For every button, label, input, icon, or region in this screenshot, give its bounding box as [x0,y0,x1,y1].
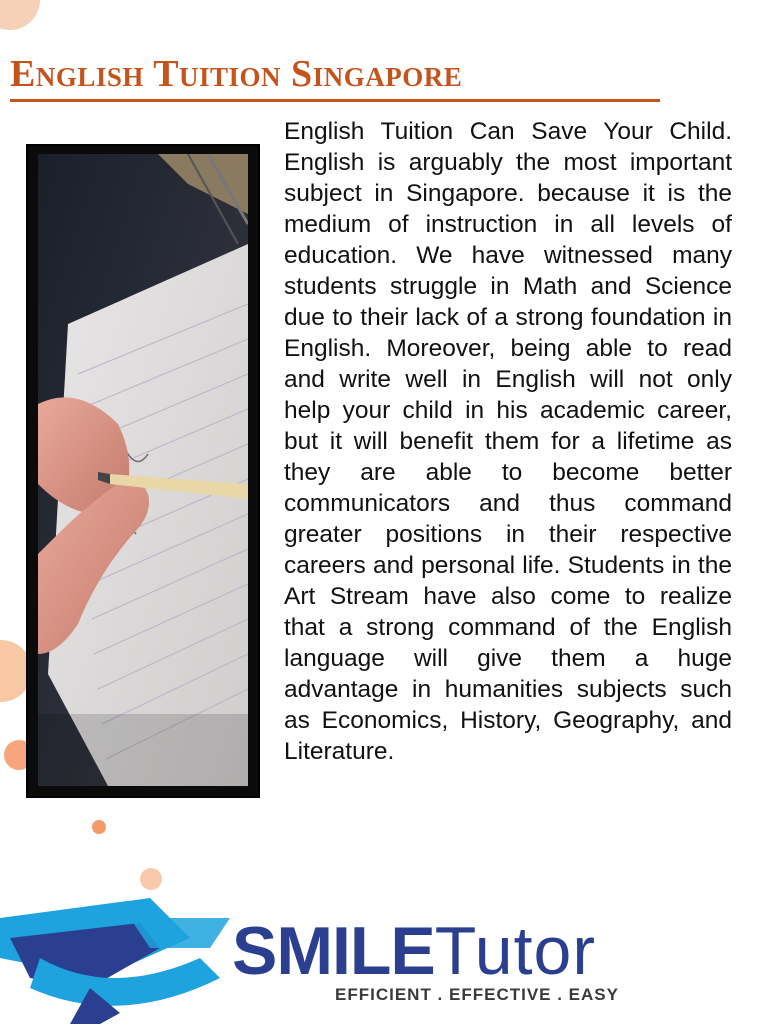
page-title: English Tuition Singapore [10,53,463,95]
decorative-circle [0,0,40,30]
logo-smile-text: SMILE [232,913,435,989]
child-writing-photo [38,154,248,786]
logo-tagline: EFFICIENT . EFFECTIVE . EASY [335,985,619,1004]
photo-frame [26,144,260,798]
logo-tutor-text: Tutor [434,913,596,989]
logo-wordmark [232,913,596,989]
title-underline [10,99,660,102]
body-paragraph: English Tuition Can Save Your Child. English is arguably the most important subject in Singapore. because it is the medium of instruction in all levels of education. We have witnessed many students struggle in Math and Science due to their lack of a strong foundation in English. Moreover, being able to read and write well in English will not only help your child in his academic career, but it will benefit them for a lifetime as they are able to become better communicators and thus command greater positions in their respective careers and personal life. Students in the Art Stream have also come to realize that a strong command of the English language will give them a huge advantage in humanities subjects such as Economics, History, Geography, and Literature. [284,118,732,765]
decorative-circle [92,820,106,834]
